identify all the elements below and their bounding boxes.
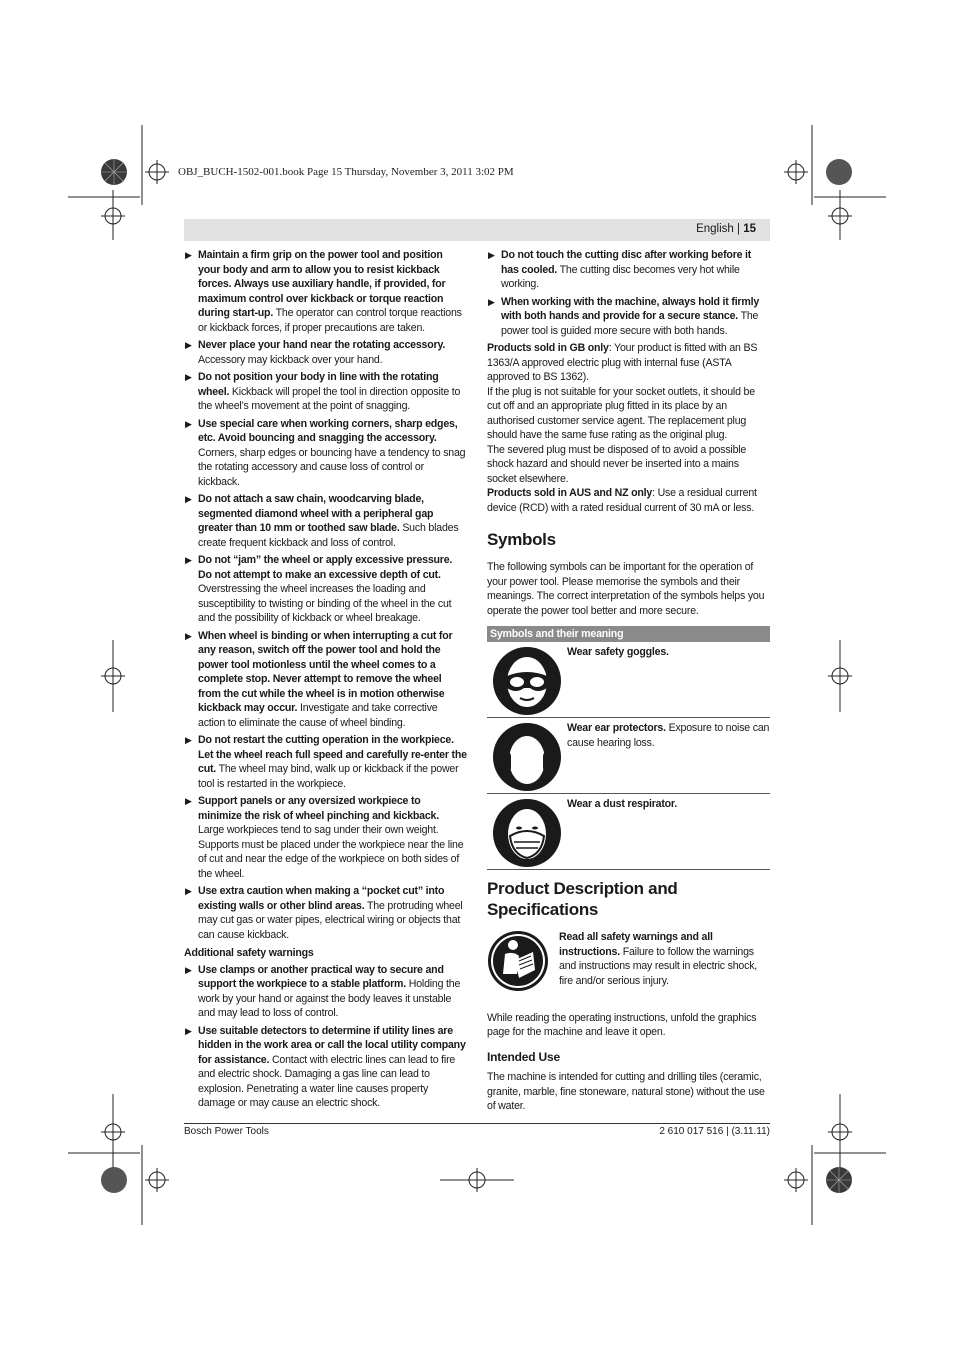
- symbol-bold-text: Wear a dust respirator.: [567, 798, 678, 810]
- symbol-meaning: [567, 642, 770, 717]
- gb-paragraph: [487, 341, 770, 385]
- additional-bullet-list: [184, 963, 467, 1111]
- symbol-row: [487, 718, 770, 794]
- bullet-body-text: Such blades create frequent kickback and loss of control.: [198, 522, 459, 549]
- symbol-row: [487, 794, 770, 870]
- bullet-item: [184, 417, 467, 490]
- bullet-bold-text: Do not “jam” the wheel or apply excessive pressure. Do not attempt to make an excessive depth of cut.: [198, 554, 453, 581]
- bullet-triangle-icon: ▶: [185, 418, 192, 429]
- plug-paragraph-2: The severed plug must be disposed of to avoid a possible shock hazard and should never be inserted into a mains socket elsewhere.: [487, 443, 747, 485]
- bullet-item: [184, 553, 467, 626]
- intended-use-heading: Intended Use: [487, 1049, 560, 1064]
- bullet-item: [184, 794, 467, 881]
- right-bullet-list: [487, 248, 770, 338]
- bullet-body-text: Investigate and take corrective action to eliminate the cause of wheel binding.: [198, 702, 438, 729]
- bullet-triangle-icon: ▶: [185, 735, 192, 745]
- dust-respirator-icon: [487, 794, 567, 869]
- bullet-triangle-icon: ▶: [185, 1025, 192, 1036]
- header-language: English: [696, 223, 734, 235]
- left-bullet-list: [184, 248, 467, 942]
- symbol-bold-text: Wear safety goggles.: [567, 646, 669, 658]
- read-warnings-body: Failure to follow the warnings and instructions may result in electric shock, fire and/or serious injury.: [559, 945, 758, 987]
- bullet-item: [184, 963, 467, 1021]
- bullet-bold-text: When wheel is binding or when interrupting a cut for any reason, switch off the power tool and hold the power tool motionless until the wheel comes to a complete stop. Never attempt to remove the wheel from the cut while the wheel is in motion otherwise kickback may occur.: [198, 629, 453, 714]
- bullet-bold-text: Support panels or any oversized workpiece to minimize the risk of wheel pinching and kickback.: [198, 795, 439, 822]
- bullet-body-text: Overstressing the wheel increases the loading and susceptibility to twisting or binding of the wheel in the cut and the possibility of kickback or wheel breakage.: [198, 583, 452, 624]
- symbols-table-header: Symbols and their meaning: [487, 626, 770, 642]
- bullet-item: [487, 248, 770, 292]
- bullet-triangle-icon: ▶: [185, 886, 192, 896]
- bullet-triangle-icon: ▶: [185, 796, 192, 806]
- bullet-body-text: Holding the work by your hand or against the body leaves it unstable and may lead to loss of control.: [198, 978, 461, 1019]
- bullet-triangle-icon: ▶: [185, 340, 192, 350]
- symbol-bold-text: Wear ear protectors.: [567, 722, 666, 734]
- bullet-item: [184, 248, 467, 335]
- bullet-bold-text: Do not position your body in line with the rotating wheel.: [198, 371, 439, 398]
- bullet-body-text: The power tool is guided more secure with both hands.: [501, 310, 759, 337]
- symbol-meaning: [567, 794, 770, 869]
- bullet-triangle-icon: ▶: [185, 494, 192, 504]
- bullet-item: [184, 733, 467, 791]
- plug-paragraph-1: If the plug is not suitable for your socket outlets, it should be cut off and an appropriate plug fitted in its place by an authorised customer service agent. The replacement plug should have the same fuse rating as the original plug.: [487, 385, 755, 441]
- bullet-bold-text: Use clamps or another practical way to secure and support the workpiece to a stable platform.: [198, 963, 444, 990]
- read-warnings-row: [487, 930, 770, 997]
- book-file-line: OBJ_BUCH-1502-001.book Page 15 Thursday, November 3, 2011 3:02 PM: [178, 166, 514, 178]
- symbols-table: [487, 642, 770, 870]
- product-heading: Product Description and Specifications: [487, 879, 678, 919]
- bullet-triangle-icon: ▶: [185, 630, 192, 641]
- symbol-body-text: Exposure to noise can cause hearing loss.: [567, 722, 770, 749]
- read-warnings-text: [559, 930, 770, 997]
- bullet-body-text: The operator can control torque reactions or kickback forces, if proper precautions are taken.: [198, 307, 462, 334]
- bullet-body-text: Accessory may kickback over your hand.: [198, 353, 383, 366]
- additional-safety-heading: Additional safety warnings: [184, 947, 314, 959]
- bullet-item: [184, 492, 467, 550]
- safety-goggles-icon: [487, 642, 567, 717]
- header-text: English | 15: [696, 223, 756, 235]
- read-manual-icon: [487, 930, 559, 997]
- bullet-item: [184, 884, 467, 942]
- gb-text: : Your product is fitted with an BS 1363/A approved electric plug with internal fuse (ASTA approved to BS 1362).: [487, 342, 758, 383]
- intended-use-text: The machine is intended for cutting and drilling tiles (ceramic, granite, marble, fine stoneware, natural stone) without the use of water.: [487, 1071, 765, 1112]
- bullet-item: [184, 370, 467, 414]
- bullet-item: [184, 629, 467, 731]
- bullet-bold-text: Never place your hand near the rotating accessory.: [198, 339, 446, 351]
- bullet-bold-text: Do not restart the cutting operation in the workpiece. Let the wheel reach full speed and carefully re-enter the cut.: [198, 734, 467, 775]
- bullet-bold-text: Use extra caution when making a “pocket cut” into existing walls or other blind areas.: [198, 885, 445, 912]
- bullet-triangle-icon: ▶: [185, 555, 192, 565]
- aus-paragraph: [487, 486, 770, 515]
- symbols-heading: Symbols: [487, 530, 556, 549]
- unfold-paragraph: While reading the operating instructions, unfold the graphics page for the machine and leave it open.: [487, 1011, 757, 1038]
- bullet-triangle-icon: ▶: [488, 250, 495, 260]
- aus-label: Products sold in AUS and NZ only: [487, 487, 653, 499]
- bullet-bold-text: Use special care when working corners, sharp edges, etc. Avoid bouncing and snagging the accessory.: [198, 417, 458, 444]
- bullet-triangle-icon: ▶: [185, 372, 192, 382]
- bullet-triangle-icon: ▶: [185, 964, 192, 975]
- bullet-body-text: The protruding wheel may cut gas or water pipes, electrical wiring or objects that can cause kickback.: [198, 899, 463, 941]
- bullet-body-text: Corners, sharp edges or bouncing have a tendency to snag the rotating accessory and cause loss of control or kickback.: [198, 446, 466, 488]
- page-header: [184, 219, 770, 241]
- footer-doc-number: 2 610 017 516 | (3.11.11): [659, 1126, 770, 1137]
- bullet-bold-text: Use suitable detectors to determine if utility lines are hidden in the work area or call the local utility company for assistance.: [198, 1024, 466, 1066]
- bullet-bold-text: Do not attach a saw chain, woodcarving blade, segmented diamond wheel with a peripheral gap greater than 10 mm or toothed saw blade.: [198, 493, 434, 534]
- page-number: 15: [743, 223, 756, 235]
- footer-rule: [184, 1123, 770, 1124]
- bullet-item: [487, 295, 770, 339]
- read-warnings-bold: Read all safety warnings and all instructions.: [559, 931, 713, 958]
- right-column: [487, 248, 770, 1114]
- bullet-item: [184, 1024, 467, 1111]
- left-column: [184, 248, 467, 1114]
- symbol-meaning: [567, 718, 770, 793]
- gb-label: Products sold in GB only: [487, 342, 609, 354]
- bullet-body-text: Large workpieces tend to sag under their own weight. Supports must be placed under the workpiece near the line of cut and near the edge of the workpiece on both sides of the wheel.: [198, 824, 464, 880]
- aus-text: : Use a residual current device (RCD) with a rated residual current of 30 mA or less.: [487, 487, 757, 514]
- ear-protectors-icon: [487, 718, 567, 793]
- bullet-body-text: Contact with electric lines can lead to fire and electric shock. Damaging a gas line can lead to explosion. Penetrating a water line causes property damage or may cause an electric shock.: [198, 1053, 456, 1109]
- bullet-bold-text: Do not touch the cutting disc after working before it has cooled.: [501, 249, 752, 276]
- bullet-body-text: Kickback will propel the tool in direction opposite to the wheel’s movement at the point of snagging.: [198, 385, 461, 412]
- footer-brand: Bosch Power Tools: [184, 1126, 269, 1137]
- bullet-triangle-icon: ▶: [488, 296, 495, 307]
- bullet-bold-text: When working with the machine, always hold it firmly with both hands and provide for a secure stance.: [501, 295, 760, 322]
- bullet-item: [184, 338, 467, 367]
- bullet-body-text: The cutting disc becomes very hot while working.: [501, 263, 740, 290]
- bullet-body-text: The wheel may bind, walk up or kickback if the power tool is restarted in the workpiece.: [198, 763, 459, 790]
- bullet-bold-text: Maintain a firm grip on the power tool and position your body and arm to allow you to resist kickback forces. Always use auxiliary handle, if provided, for maximum control over kickback or torque reaction during start-up.: [198, 249, 446, 319]
- symbol-row: [487, 642, 770, 718]
- bullet-triangle-icon: ▶: [185, 250, 192, 260]
- symbols-intro: The following symbols can be important for the operation of your power tool. Please memorise the symbols and their meanings. The correct interpretation of the symbols helps you operate the power tool better and more secure.: [487, 561, 765, 617]
